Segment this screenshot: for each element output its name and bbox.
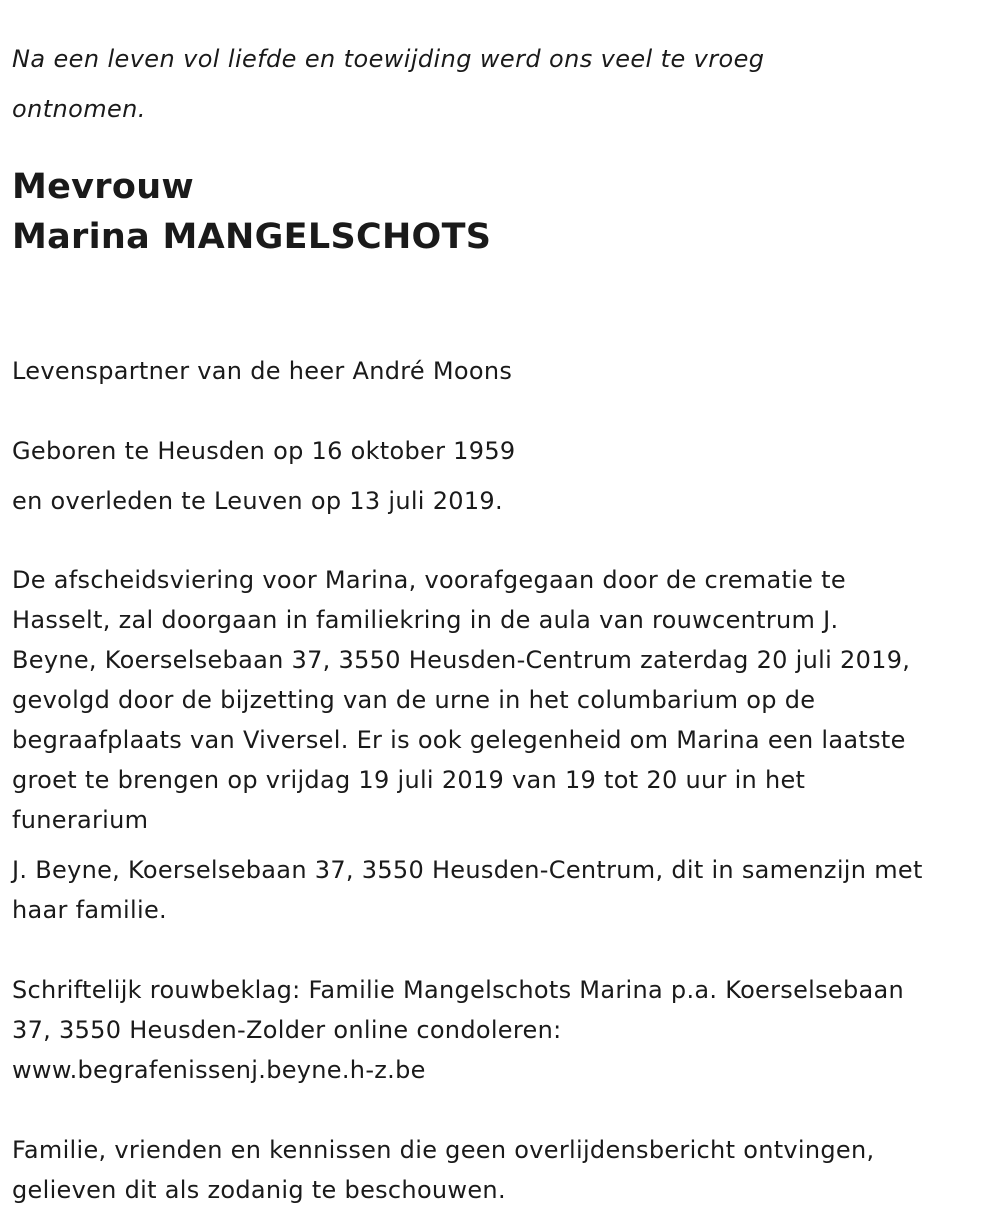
birth-line: Geboren te Heusden op 16 oktober 1959 bbox=[12, 437, 516, 465]
partner-line: Levenspartner van de heer André Moons bbox=[12, 357, 513, 385]
deceased-name-block bbox=[12, 162, 491, 262]
intro-line: Na een leven vol liefde en toewijding werd ons veel te vroeg bbox=[12, 45, 765, 73]
ceremony-line: gevolgd door de bijzetting van de urne in het columbarium op de bbox=[12, 686, 816, 714]
closing-paragraph bbox=[12, 1130, 987, 1210]
ceremony-line: groet te brengen op vrijdag 19 juli 2019 van 19 tot 20 uur in het bbox=[12, 766, 806, 794]
birth-paragraph bbox=[12, 431, 987, 471]
closing-line: Familie, vrienden en kennissen die geen overlijdensbericht ontvingen, bbox=[12, 1136, 875, 1164]
intro-text bbox=[12, 34, 832, 134]
death-line: en overleden te Leuven op 13 juli 2019. bbox=[12, 487, 503, 515]
deceased-full-name: Marina MANGELSCHOTS bbox=[12, 217, 492, 257]
ceremony-line: Hasselt, zal doorgaan in familiekring in de aula van rouwcentrum J. bbox=[12, 606, 839, 634]
condolence-line: Schriftelijk rouwbeklag: Familie Mangelschots Marina p.a. Koerselsebaan bbox=[12, 976, 905, 1004]
ceremony-line: Beyne, Koerselsebaan 37, 3550 Heusden-Centrum zaterdag 20 juli 2019, bbox=[12, 646, 911, 674]
funerarium-line: J. Beyne, Koerselsebaan 37, 3550 Heusden-Centrum, dit in samenzijn met bbox=[12, 856, 923, 884]
condolence-url: www.begrafenissenj.beyne.h-z.be bbox=[12, 1056, 426, 1084]
partner-paragraph bbox=[12, 351, 987, 391]
condolence-line: 37, 3550 Heusden-Zolder online condoleren: bbox=[12, 1016, 562, 1044]
funerarium-line: haar familie. bbox=[12, 896, 167, 924]
ceremony-paragraph bbox=[12, 560, 987, 840]
death-paragraph bbox=[12, 481, 987, 521]
ceremony-line: De afscheidsviering voor Marina, voorafgegaan door de crematie te bbox=[12, 566, 846, 594]
deceased-title: Mevrouw bbox=[12, 167, 195, 207]
intro-line: ontnomen. bbox=[12, 95, 146, 123]
ceremony-line: funerarium bbox=[12, 806, 149, 834]
closing-line: gelieven dit als zodanig te beschouwen. bbox=[12, 1176, 506, 1204]
ceremony-line: begraafplaats van Viversel. Er is ook gelegenheid om Marina een laatste bbox=[12, 726, 906, 754]
funerarium-paragraph bbox=[12, 850, 987, 930]
condolence-paragraph bbox=[12, 970, 987, 1090]
